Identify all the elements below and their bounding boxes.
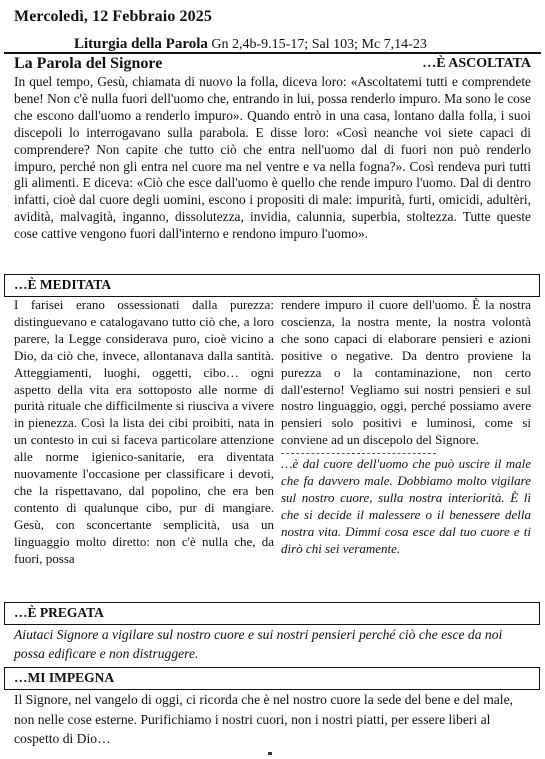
meditation-right-column (281, 297, 531, 558)
liturgy-label: Liturgia della Parola (74, 36, 208, 52)
section-heading-meditated: …È MEDITATA (14, 277, 112, 292)
meditation-left-column: I farisei erano ossessionati dalla purezza: distinguevano e catalogavano tutto ciò che, a loro parere, la Legge considerava puro, cioè vicino a Dio, da ciò che, invece, allontanava dalla santità. Atteggiamenti, luoghi, oggetti, cibo… ogni aspetto della vita era sottoposto alle norme di purità rituale che difficilmente si riusciva a vivere in pienezza. Così la lista dei cibi proibiti, nata in un contesto in cui si faceva particolare attenzione alle norme igienico-sanitarie, era diventata nuovamente l'occasione per classificare i devoti, che la rispettavano, dal popolino, che era ben contento di qualunque cibo, pur di mangiare. Gesù, con sconcertante semplicità, usa un linguaggio molto diretto: non c'è nulla che, da fuori, possa (14, 297, 274, 566)
meditation-quote: …è dal cuore dell'uomo che può uscire il male che fa davvero male. Dobbiamo molto vigilare sul nostro cuore, sulla nostra interiorità. È lì che si decide il malessere o il benessere della nostra vita. Dimmi cosa esce dal tuo cuore e ti dirò chi sei veramente. (281, 456, 531, 556)
liturgy-header (74, 36, 427, 53)
header-divider (4, 52, 541, 54)
commitment-text: Il Signore, nel vangelo di oggi, ci ricorda che è nel nostro cuore la sede del bene e del male, non nelle cose esterne. Purifichiamo i nostri cuori, non i nostri piatti, per essere liberi al cospetto di Dio… (14, 692, 514, 746)
section-heading-commits: …MI IMPEGNA (14, 670, 115, 685)
quote-divider (281, 453, 436, 454)
prayer-text: Aiutaci Signore a vigilare sul nostro cuore e sui nostri pensieri perché ciò che esce da noi possa edificare e non distruggere. (14, 627, 503, 661)
page-date: Mercoledì, 12 Febbraio 2025 (14, 8, 212, 25)
page-bottom-mark (268, 752, 272, 755)
gospel-text: In quel tempo, Gesù, chiamata di nuovo la folla, diceva loro: «Ascoltatemi tutti e comprendete bene! Non c'è nulla fuori dell'uomo che, entrando in lui, possa renderlo impuro. Ma sono le cose che escono dall'uomo a renderlo impuro». Quando entrò in una casa, lontano dalla folla, i suoi discepoli lo interrogavano sulla parabola. E disse loro: «Così neanche voi siete capaci di comprendere? Non capite che tutto ciò che entra nell'uomo dal di fuori non può renderlo impuro, perché non gli entra nel cuore ma nel ventre e va nella fogna?». Così rendeva puri tutti gli alimenti. E diceva: «Ciò che esce dall'uomo è quello che rende impuro l'uomo. Dal di dentro infatti, cioè dal cuore degli uomini, escono i propositi di male: impurità, furti, omicidi, adultèri, avidità, malvagità, inganno, dissolutezza, invidia, calunnia, superbia, stoltezza. Tutte queste cose cattive vengono fuori dall'interno e rendono impuro l'uomo». (14, 74, 531, 242)
section-heading-listened: …È ASCOLTATA (422, 56, 531, 71)
readings-references: Gn 2,4b-9.15-17; Sal 103; Mc 7,14-23 (211, 37, 427, 52)
meditation-right-text: rendere impuro il cuore dell'uomo. È la nostra coscienza, la nostra mente, la nostra volontà che sono capaci di elaborare pensieri e azioni positive o negative. Da dentro proviene la purezza o la contaminazione, non certo dall'esterno! Vegliamo sui nostri pensieri e sul nostro linguaggio, oggi, perché possiamo avere pensieri solo positivi e luminosi, come si conviene ad un discepolo del Signore. (281, 297, 531, 448)
section-heading-prayed: …È PREGATA (14, 605, 104, 620)
word-title: La Parola del Signore (14, 55, 163, 72)
